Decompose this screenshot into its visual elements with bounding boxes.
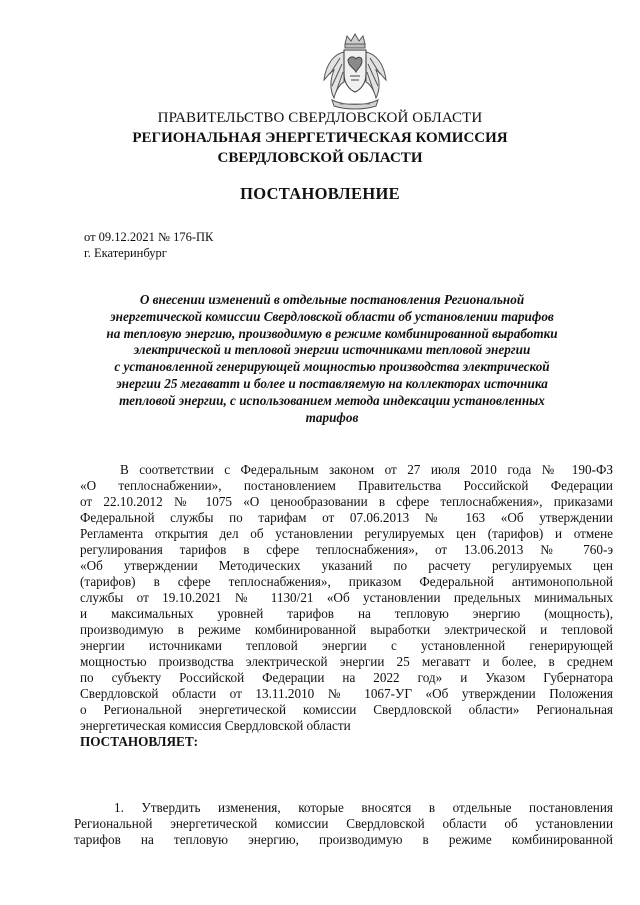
resolves-label: ПОСТАНОВЛЯЕТ: [80,734,199,749]
subject-line: электрической и тепловой энергии источниками тепловой энергии [133,342,531,358]
preamble-line: Федеральной службы по тарифам от 07.06.2013 № 163 «Об утверждении [80,510,613,525]
item-line: тарифов на тепловую энергию, производимую в режиме комбинированной [74,832,613,847]
preamble-line: производимую в режиме комбинированной выработки электрической и тепловой [80,622,613,637]
preamble-line: о Региональной энергетической комиссии Свердловской области» Региональная [80,702,613,717]
document-type-title: ПОСТАНОВЛЕНИЕ [240,184,400,203]
preamble-line: и максимальных уровней тарифов на тепловую энергию (мощность), [80,606,613,621]
subject-line: тепловой энергии, с использованием метода индексации установленных [119,392,545,408]
document-subject [84,292,580,426]
government-name: ПРАВИТЕЛЬСТВО СВЕРДЛОВСКОЙ ОБЛАСТИ [157,110,483,126]
preamble-line: «О теплоснабжении», постановлением Правительства Российской Федерации [80,478,613,493]
coat-of-arms-emblem [316,30,394,114]
preamble-line: мощностью производства электрической энергии 25 мегаватт и более, в среднем [80,654,613,669]
preamble-line: Регламента открытия дел об установлении регулируемых цен (тарифов) и отмене [80,526,613,541]
region-name: СВЕРДЛОВСКОЙ ОБЛАСТИ [217,150,423,166]
preamble-paragraph [80,462,613,750]
preamble-line: В соответствии с Федеральным законом от 27 июля 2010 года № 190-ФЗ [120,462,613,477]
item-line: 1. Утвердить изменения, которые вносятся в отдельные постановления [114,800,613,815]
preamble-line: энергии источниками тепловой энергии с установленной генерирующей [80,638,613,653]
item-line: Региональной энергетической комиссии Свердловской области об установлении [74,816,613,831]
preamble-line: службы от 19.10.2021 № 1130/21 «Об установлении предельных минимальных [80,590,613,605]
subject-line: энергетической комиссии Свердловской области об установлении тарифов [110,308,554,324]
preamble-line: (тарифов) в сфере теплоснабжения», приказом Федеральной антимонопольной [80,574,613,589]
preamble-line: энергетическая комиссия Свердловской области [80,718,351,733]
preamble-line: от 22.10.2012 № 1075 «О ценообразовании в сфере теплоснабжения», приказами [80,494,613,509]
document-date-number: от 09.12.2021 № 176-ПК [84,230,214,244]
preamble-line: Свердловской области от 13.11.2010 № 1067-УГ «Об утверждении Положения [80,686,613,701]
commission-name: РЕГИОНАЛЬНАЯ ЭНЕРГЕТИЧЕСКАЯ КОМИССИЯ [132,130,508,146]
preamble-line: «Об утверждении Методических указаний по расчету регулируемых цен [80,558,613,573]
subject-line: энергии 25 мегаватт и более и поставляемую на коллекторах источника [116,375,548,391]
preamble-line: регулирования тарифов в сфере теплоснабжения», от 13.06.2013 № 760-э [80,542,613,557]
preamble-line: по субъекту Российской Федерации на 2022 год» и Указом Губернатора [80,670,613,685]
subject-line: тарифов [305,409,359,425]
document-city: г. Екатеринбург [84,246,167,260]
subject-line: О внесении изменений в отдельные постановления Региональной [139,292,525,307]
subject-line: на тепловую энергию, производимую в режиме комбинированной выработки [106,325,558,341]
subject-line: с установленной генерирующей мощностью производства электрической [114,359,550,375]
item-1-paragraph [74,800,613,848]
